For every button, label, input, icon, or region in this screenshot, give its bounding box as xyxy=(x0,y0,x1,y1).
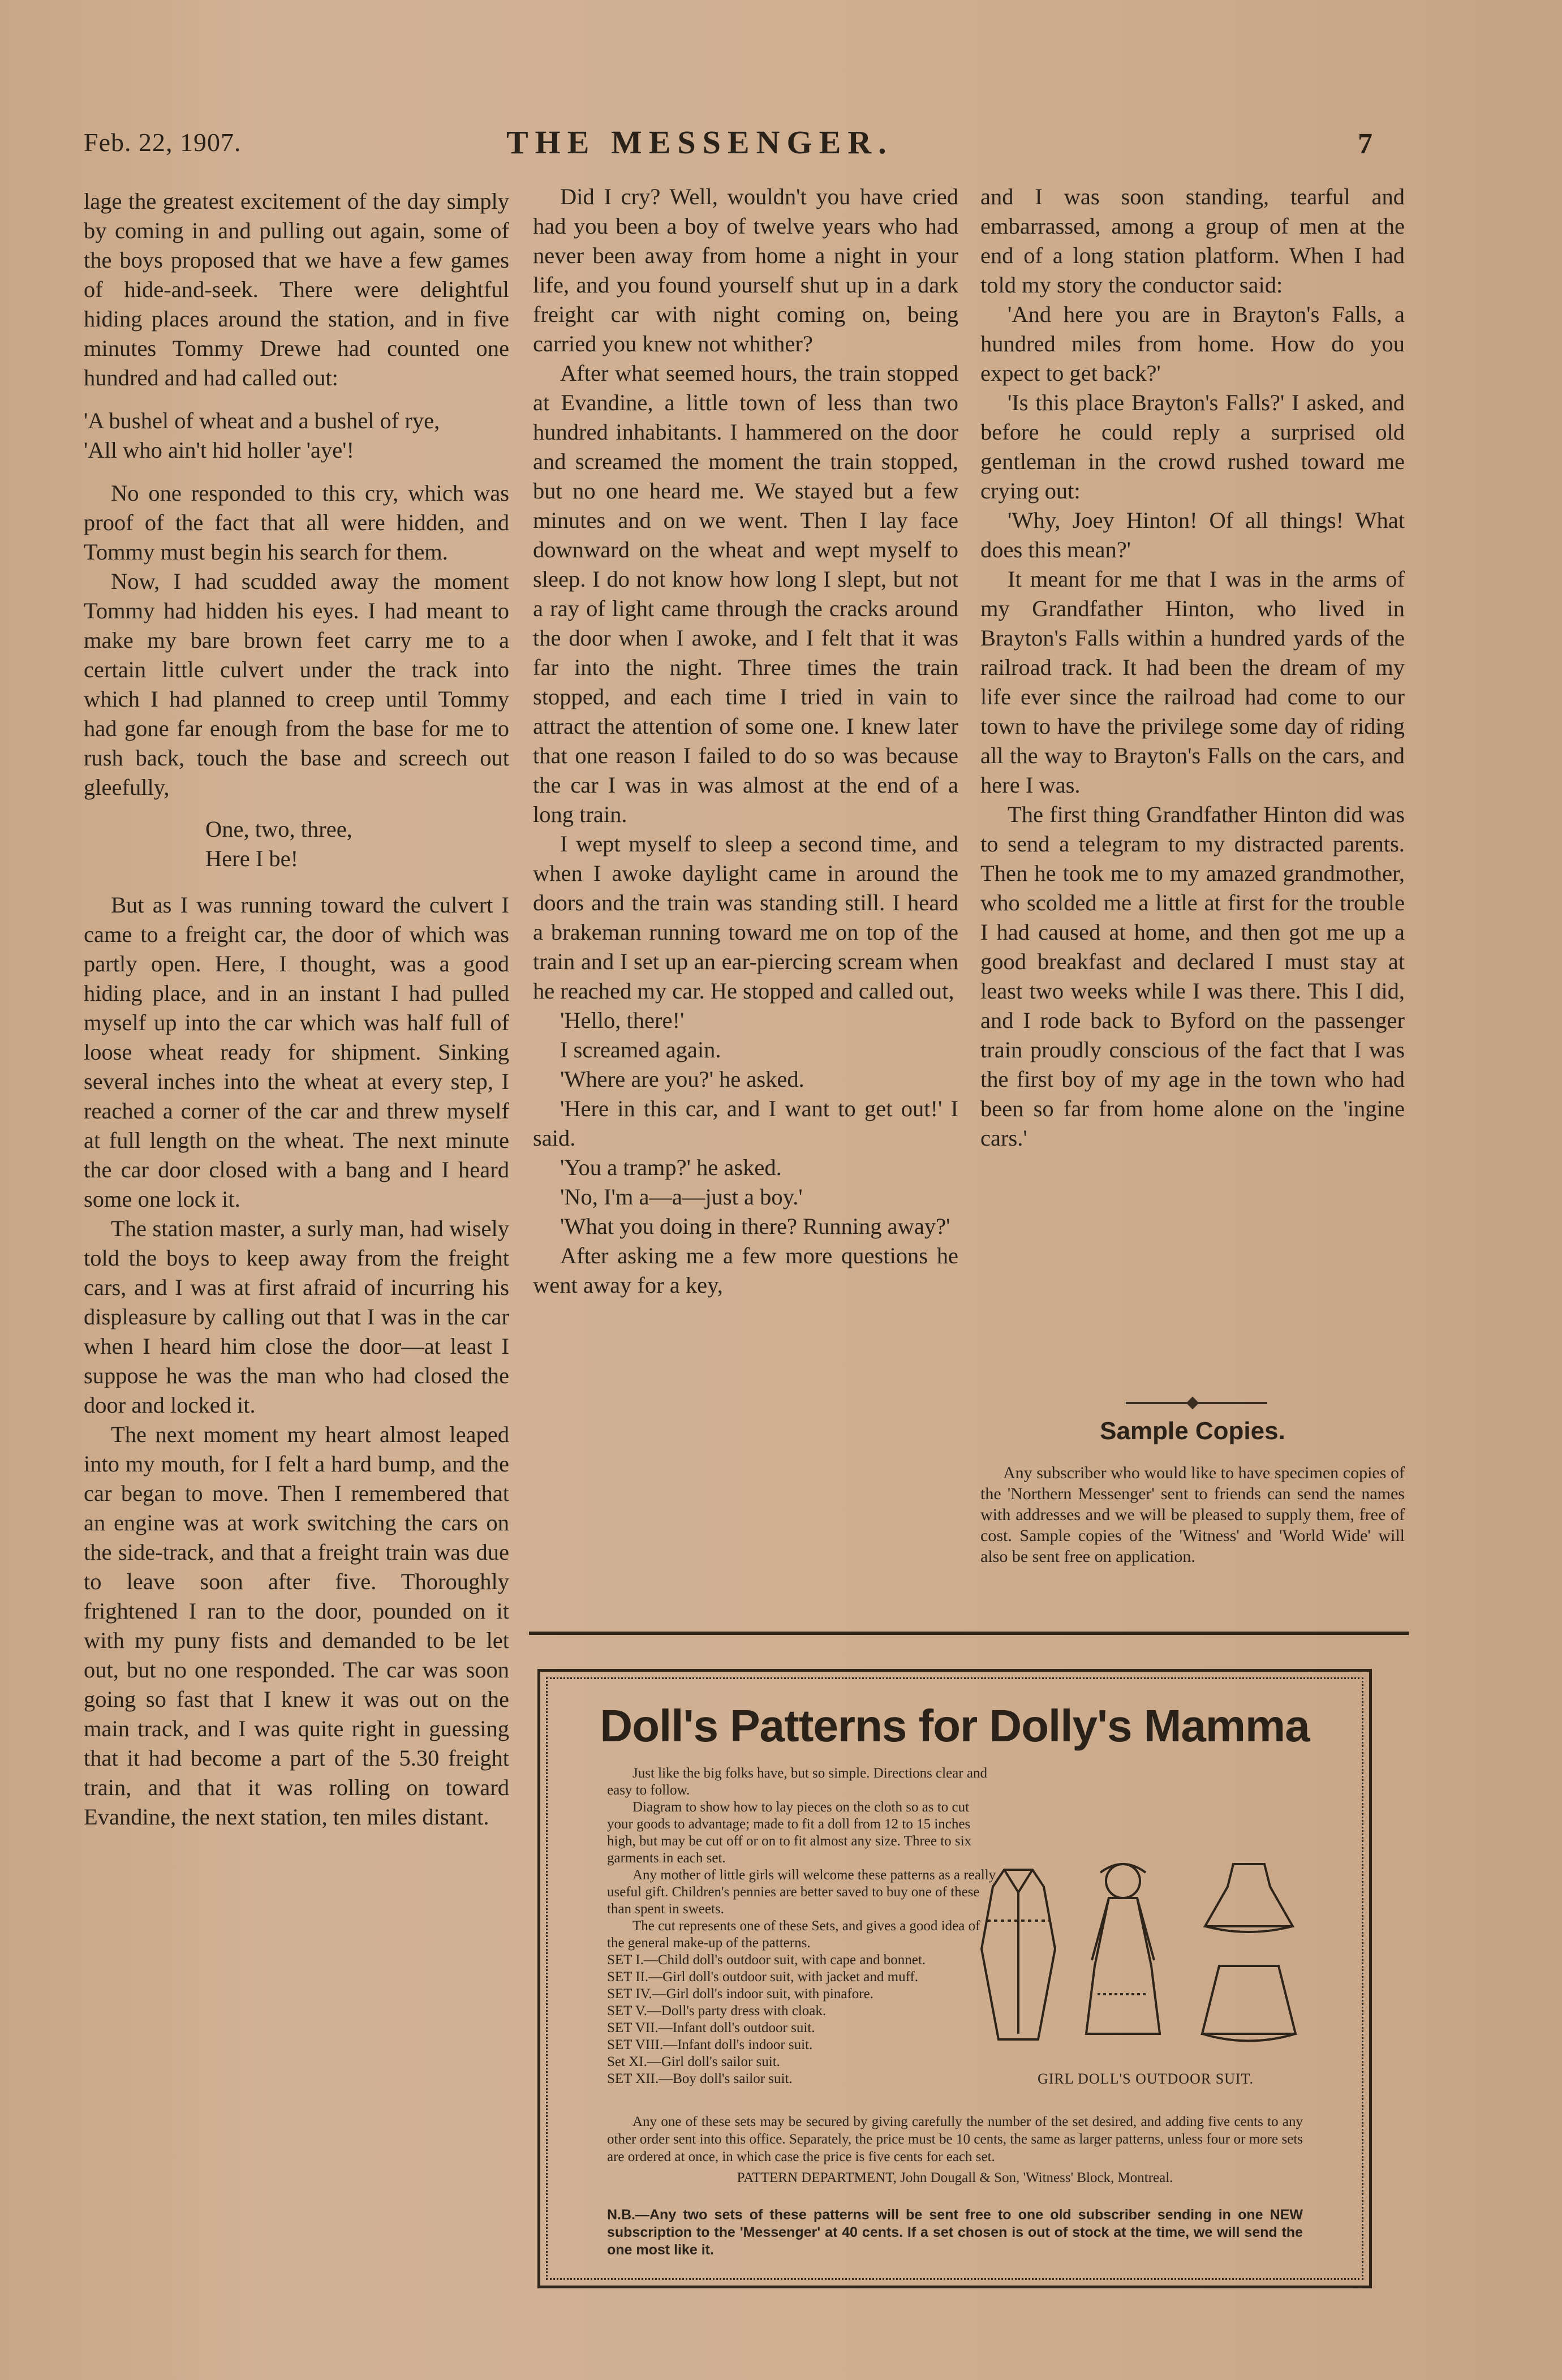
page-number: 7 xyxy=(1358,128,1373,160)
paragraph: 'What you doing in there? Running away?' xyxy=(560,1213,950,1239)
sample-copies-heading: Sample Copies. xyxy=(1100,1417,1285,1445)
illustration-caption: GIRL DOLL'S OUTDOOR SUIT. xyxy=(1037,2071,1254,2087)
ad-description xyxy=(607,1765,997,2088)
paragraph: 'Why, Joey Hinton! Of all things! What does this mean?' xyxy=(980,507,1405,562)
paragraph: 'And here you are in Brayton's Falls, a hundred miles from home. How do you expect to get back?' xyxy=(980,302,1405,386)
pattern-set: SET V.—Doll's party dress with cloak. xyxy=(607,2003,827,2019)
paragraph: But as I was running toward the culvert I came to a freight car, the door of which was partly open. Here, I thought, was a good hiding place, and in an instant I had pulled myself up into the car which was half full of loose wheat ready for shipment. Sinking several inches into the wheat at every step, I reached a corner of the car and threw myself at full length on the wheat. The next minute the car door closed with a bang and I heard some one lock it. xyxy=(84,892,509,1212)
paragraph: After what seemed hours, the train stopped at Evandine, a little town of less than two hundred inhabitants. I hammered on the door and screamed the moment the train stopped, but no one heard me. We stayed but a few minutes and on we went. Then I lay face downward on the wheat and wept myself to sleep. I do not know how long I slept, but not a ray of light came through the cracks around the door when I awoke, and I felt that it was far into the night. Three times the train stopped, and each time I tried in vain to attract the attention of some one. I knew later that one reason I failed to do so was because the car I was in was almost at the end of a long train. xyxy=(533,360,958,827)
paragraph: I screamed again. xyxy=(560,1037,721,1062)
rhyme-verse xyxy=(84,406,509,465)
paragraph: I wept myself to sleep a second time, and when I awoke daylight came in around the doors and the train was standing still. I heard a brakeman running toward me on top of the train and I set up an ear-piercing scream when he reached my car. He stopped and called out, xyxy=(533,831,958,1004)
dress-illustration xyxy=(1205,1864,1293,1926)
paragraph: No one responded to this cry, which was proof of the fact that all were hidden, and Tommy must begin his search for them. xyxy=(84,480,509,565)
pattern-set: Set XI.—Girl doll's sailor suit. xyxy=(607,2054,780,2069)
doll-outfit-illustration xyxy=(970,1853,1321,2056)
pattern-set: SET VII.—Infant doll's outdoor suit. xyxy=(607,2020,815,2035)
doll-patterns-advertisement xyxy=(537,1669,1372,2288)
paragraph: Just like the big folks have, but so simple. Directions clear and easy to follow. xyxy=(607,1766,987,1798)
paragraph: The station master, a surly man, had wisely told the boys to keep away from the freight cars, and I was at first afraid of incurring his displeasure by calling out that I was in the car when I heard him close the door—at least I suppose he was the man who had closed the door and locked it. xyxy=(84,1216,509,1418)
verse-line: 'A bushel of wheat and a bushel of rye, xyxy=(84,408,440,433)
paragraph: Now, I had scudded away the moment Tommy had hidden his eyes. I had meant to make my bare brown feet carry me to a certain little culvert under the track into which I had planned to creep until Tommy had gone far enough from the base for me to rush back, touch the base and screech out gleefully, xyxy=(84,569,509,800)
rhyme-poem xyxy=(205,815,509,873)
section-divider xyxy=(1126,1402,1267,1404)
pattern-set: SET VIII.—Infant doll's indoor suit. xyxy=(607,2037,813,2052)
pattern-department-address: PATTERN DEPARTMENT, John Dougall & Son, 'Witness' Block, Montreal. xyxy=(737,2170,1173,2185)
paragraph: 'Is this place Brayton's Falls?' I asked, and before he could reply a surprised old gentleman in the crowd rushed toward me crying out: xyxy=(980,390,1405,503)
poem-line: Here I be! xyxy=(205,846,299,871)
paragraph: After asking me a few more questions he went away for a key, xyxy=(533,1243,958,1298)
ad-nota-bene: N.B.—Any two sets of these patterns will be sent free to one old subscriber sending in one NEW subscription to the 'Messenger' at 40 cents. If a set chosen is out of stock at the time, we will send the one most like it. xyxy=(607,2207,1303,2258)
paragraph: 'No, I'm a—a—just a boy.' xyxy=(560,1184,803,1210)
poem-line: One, two, three, xyxy=(205,816,352,842)
column-2 xyxy=(533,182,958,1300)
sample-copies-notice xyxy=(980,1462,1405,1567)
paragraph: 'You a tramp?' he asked. xyxy=(560,1155,782,1180)
masthead-title: THE MESSENGER. xyxy=(506,124,893,161)
paragraph: Any one of these sets may be secured by giving carefully the number of the set desired, and adding five cents to any other order sent into this office. Separately, the price must be 10 cents, the same as larger patterns, unless four or more sets are ordered at once, in which case the price is five cents for each set. xyxy=(607,2114,1303,2164)
paragraph: It meant for me that I was in the arms of my Grandfather Hinton, who lived in Brayton's Falls within a hundred yards of the railroad track. It had been the dream of my life ever since the railroad had come to our town to have the privilege some day of riding all the way to Brayton's Falls on the cars, and here I was. xyxy=(980,566,1405,798)
paragraph: Diagram to show how to lay pieces on the cloth so as to cut your goods to advantage; made to fit a doll from 12 to 15 inches high, but may be cut off or on to fit almost any size. Three to six garments in each set. xyxy=(607,1800,972,1866)
issue-date: Feb. 22, 1907. xyxy=(84,128,242,157)
ad-headline: Doll's Patterns for Dolly's Mamma xyxy=(600,1701,1310,1751)
verse-line: 'All who ain't hid holler 'aye'! xyxy=(84,437,354,463)
paragraph: The next moment my heart almost leaped into my mouth, for I felt a hard bump, and the car began to move. Then I remembered that an engine was at work switching the cars on the side-track, and that a freight train was due to leave soon after five. Thoroughly frightened I ran to the door, pounded on it with my puny fists and demanded to be let out, but no one responded. The car was soon going so fast that I knew it was out on the main track, and I was quite right in guessing that it had become a part of the 5.30 freight train, and that it was rolling on toward Evandine, the next station, ten miles distant. xyxy=(84,1422,509,1830)
paragraph: Any mother of little girls will welcome these patterns as a really useful gift. Children's pennies are better saved to buy one of these than spent in sweets. xyxy=(607,1867,996,1917)
paragraph: Any subscriber who would like to have specimen copies of the 'Northern Messenger' sent to friends can send the names with addresses and we will be pleased to supply them, free of cost. Sample copies of the 'Witness' and 'World Wide' will also be sent free on application. xyxy=(980,1464,1405,1566)
petticoat-illustration xyxy=(1202,1966,1296,2034)
column-3 xyxy=(980,182,1405,1153)
paragraph: 'Where are you?' he asked. xyxy=(560,1066,804,1092)
paragraph: 'Here in this car, and I want to get out!' I said. xyxy=(533,1096,958,1151)
paragraph: lage the greatest excitement of the day simply by coming in and pulling out again, some of the boys proposed that we have a few games of hide-and-seek. There were delightful hiding places around the station, and in five minutes Tommy Drewe had counted one hundred and had called out: xyxy=(84,188,509,390)
paragraph: 'Hello, there!' xyxy=(560,1008,685,1033)
ad-order-info xyxy=(607,2113,1303,2187)
paragraph: The cut represents one of these Sets, and gives a good idea of the general make-up of the patterns. xyxy=(607,1918,980,1951)
pattern-set: SET IV.—Girl doll's indoor suit, with pinafore. xyxy=(607,1986,873,2002)
pattern-set: SET I.—Child doll's outdoor suit, with cape and bonnet. xyxy=(607,1952,926,1968)
doll-figure-illustration xyxy=(1106,1864,1140,1898)
column-1 xyxy=(84,187,509,1832)
paragraph: and I was soon standing, tearful and embarrassed, among a group of men at the end of a long station platform. When I had told my story the conductor said: xyxy=(980,184,1405,298)
paragraph: The first thing Grandfather Hinton did was to send a telegram to my distracted parents. Then he took me to my amazed grandmother, who scolded me a little at first for the trouble I had caused at home, and then got me up a good breakfast and declared I must stay at least two weeks while I was there. This I did, and I rode back to Byford on the passenger train proudly conscious of the fact that I was the first boy of my age in the town who had been so far from home alone on the 'ingine cars.' xyxy=(980,802,1405,1151)
pattern-set: SET XII.—Boy doll's sailor suit. xyxy=(607,2071,793,2086)
paragraph: Did I cry? Well, wouldn't you have cried had you been a boy of twelve years who had never been away from home a night in your life, and you found yourself shut up in a dark freight car with night coming on, being carried you knew not whither? xyxy=(533,184,958,356)
horizontal-rule xyxy=(529,1632,1409,1635)
pattern-set: SET II.—Girl doll's outdoor suit, with jacket and muff. xyxy=(607,1969,919,1985)
